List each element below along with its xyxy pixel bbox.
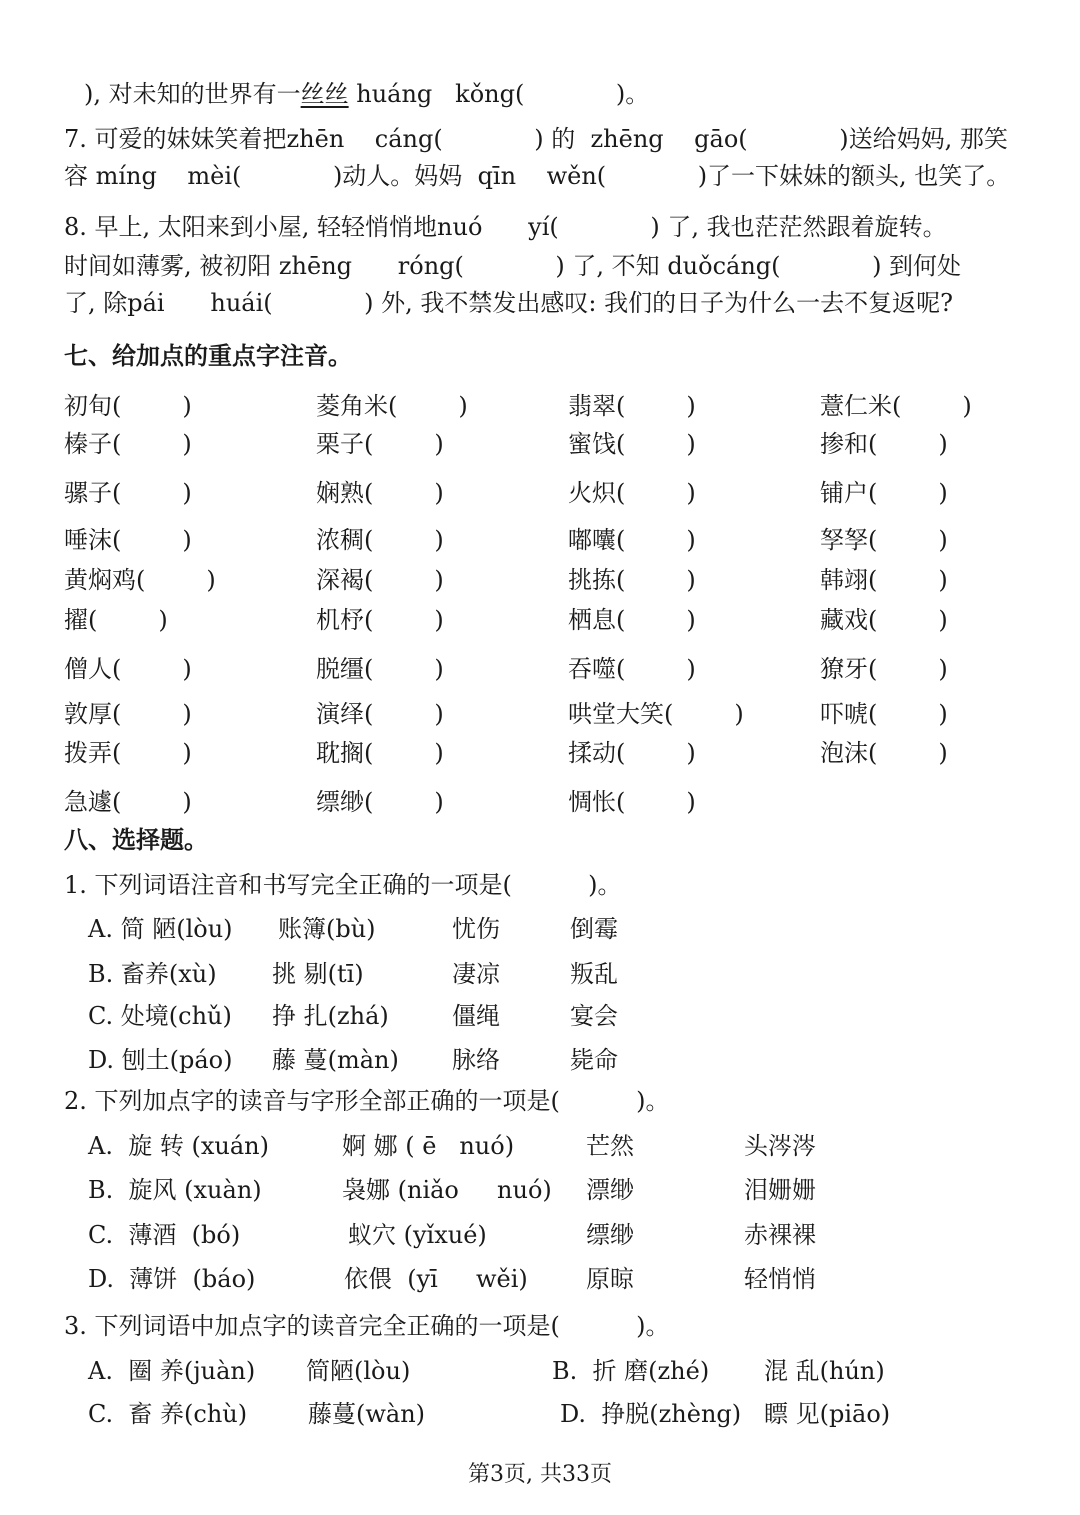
option-c-word: C. 处境(chǔ) [88, 1002, 232, 1030]
question-1-stem: 1. 下列词语注音和书写完全正确的一项是( )。 [64, 871, 622, 899]
pinyin-row [64, 786, 1024, 818]
pinyin-item: 挑拣( ) [568, 566, 696, 594]
text-segment: huáng kǒng( )。 [348, 80, 650, 108]
pinyin-item: 蜜饯( ) [568, 430, 696, 458]
option-a-word: 头涔涔 [744, 1132, 816, 1160]
option-d-word: D. 挣脱(zhèng) [560, 1400, 742, 1428]
option-b-word: 袅娜 (niǎo nuó) [342, 1176, 552, 1204]
pinyin-row [64, 477, 1024, 509]
pinyin-row [64, 653, 1024, 685]
pinyin-item: 菱角米( ) [316, 392, 468, 420]
pinyin-item: 黄焖鸡( ) [64, 566, 216, 594]
text-segment: ), 对未知的世界有一 [84, 80, 301, 108]
question-2-stem: 2. 下列加点字的读音与字形全部正确的一项是( )。 [64, 1087, 670, 1115]
pinyin-item: 演绎( ) [316, 700, 444, 728]
option-a-word: 账簿(bù) [278, 915, 376, 943]
option-a-word: A. 简 陋(lòu) [88, 915, 233, 943]
pinyin-item: 擢( ) [64, 606, 168, 634]
pinyin-row [64, 428, 1024, 460]
pinyin-item: 骡子( ) [64, 479, 192, 507]
option-b-word: B. 畜养(xù) [88, 960, 217, 988]
pinyin-item: 娴熟( ) [316, 479, 444, 507]
question-8-line-3: 了, 除pái huái( ) 外, 我不禁发出感叹: 我们的日子为什么一去不复返呢? [64, 289, 954, 317]
pinyin-item: 初旬( ) [64, 392, 192, 420]
question-8-line-2: 时间如薄雾, 被初阳 zhēng róng( ) 了, 不知 duǒcáng( ) 到何处 [64, 252, 962, 280]
pinyin-item: 栖息( ) [568, 606, 696, 634]
pinyin-item: 藏戏( ) [820, 606, 948, 634]
pinyin-item: 吓唬( ) [820, 700, 948, 728]
pinyin-item: 铺户( ) [820, 479, 948, 507]
pinyin-item: 栗子( ) [316, 430, 444, 458]
option-c-word: 赤裸裸 [744, 1221, 816, 1249]
pinyin-item: 唾沫( ) [64, 526, 192, 554]
pinyin-item: 耽搁( ) [316, 739, 444, 767]
pinyin-item: 哄堂大笑( ) [568, 700, 744, 728]
pinyin-item: 脱缰( ) [316, 655, 444, 683]
option-c-word: C. 薄酒 (bó) [88, 1221, 241, 1249]
option-b-word: 泪姗姗 [744, 1176, 816, 1204]
pinyin-item: 惆怅( ) [568, 788, 696, 816]
pinyin-item: 翡翠( ) [568, 392, 696, 420]
pinyin-row [64, 524, 1024, 556]
pinyin-row [64, 390, 1024, 422]
option-c-word: 挣 扎(zhá) [272, 1002, 389, 1030]
option-d-word: 脉络 [452, 1046, 500, 1074]
option-b-word: 混 乱(hún) [764, 1357, 885, 1385]
pinyin-item: 急遽( ) [64, 788, 192, 816]
option-c-word: 宴会 [570, 1002, 618, 1030]
pinyin-item: 深褐( ) [316, 566, 444, 594]
pinyin-item: 缥缈( ) [316, 788, 444, 816]
option-c-word: C. 畜 养(chù) [88, 1400, 248, 1428]
option-a-word: A. 圈 养(juàn) [88, 1357, 256, 1385]
option-d-word: 轻悄悄 [744, 1265, 816, 1293]
option-d-word: D. 刨土(páo) [88, 1046, 233, 1074]
option-c-word: 蚁穴 (yǐxué) [348, 1221, 487, 1249]
pinyin-row [64, 698, 1024, 730]
option-b-word: 叛乱 [570, 960, 618, 988]
question-7-line-1: 7. 可爱的妹妹笑着把zhēn cáng( ) 的 zhēng gāo( )送给妈妈, 那笑 [64, 125, 1008, 153]
option-a-word: 芒然 [586, 1132, 634, 1160]
option-a-word: 倒霉 [570, 915, 618, 943]
option-a-word: 婀 娜 ( ē nuó) [342, 1132, 515, 1160]
pinyin-item: 韩翊( ) [820, 566, 948, 594]
page-number: 第3页, 共33页 [468, 1462, 612, 1487]
pinyin-item: 敦厚( ) [64, 700, 192, 728]
option-c-word: 僵绳 [452, 1002, 500, 1030]
pinyin-item: 吞噬( ) [568, 655, 696, 683]
option-d-word: 藤 蔓(màn) [272, 1046, 399, 1074]
option-c-word: 藤蔓(wàn) [308, 1400, 426, 1428]
option-b-word: B. 旋风 (xuàn) [88, 1176, 262, 1204]
option-d-word: 瞟 见(piāo) [764, 1400, 891, 1428]
fill-in-line-top [84, 78, 649, 110]
option-d-word: D. 薄饼 (báo) [88, 1265, 256, 1293]
pinyin-item: 浓稠( ) [316, 526, 444, 554]
option-b-word: 漂缈 [586, 1176, 634, 1204]
pinyin-row [64, 604, 1024, 636]
option-b-word: B. 折 磨(zhé) [552, 1357, 710, 1385]
pinyin-row [64, 564, 1024, 596]
underlined-word: 丝丝 [300, 80, 349, 108]
pinyin-item: 机杼( ) [316, 606, 444, 634]
option-b-word: 凄凉 [452, 960, 500, 988]
pinyin-item: 拨弄( ) [64, 739, 192, 767]
pinyin-item: 嘟囔( ) [568, 526, 696, 554]
question-7-line-2: 容 míng mèi( )动人。妈妈 qīn wěn( )了一下妹妹的额头, 也笑了。 [64, 162, 1011, 190]
option-a-word: 简陋(lòu) [306, 1357, 411, 1385]
question-8-line-1: 8. 早上, 太阳来到小屋, 轻轻悄悄地nuó yí( ) 了, 我也茫茫然跟着旋转。 [64, 213, 947, 241]
pinyin-item: 揉动( ) [568, 739, 696, 767]
option-a-word: A. 旋 转 (xuán) [88, 1132, 269, 1160]
section-8-heading: 八、选择题。 [64, 825, 208, 854]
pinyin-item: 掺和( ) [820, 430, 948, 458]
section-7-heading: 七、给加点的重点字注音。 [64, 341, 352, 370]
pinyin-item: 獠牙( ) [820, 655, 948, 683]
option-d-word: 原晾 [586, 1265, 634, 1293]
question-3-stem: 3. 下列词语中加点字的读音完全正确的一项是( )。 [64, 1312, 670, 1340]
option-b-word: 挑 剔(tī) [272, 960, 364, 988]
pinyin-item: 泡沫( ) [820, 739, 948, 767]
option-d-word: 依偎 (yī wěi) [344, 1265, 528, 1293]
pinyin-row [64, 737, 1024, 769]
option-c-word: 缥缈 [586, 1221, 634, 1249]
pinyin-item: 榛子( ) [64, 430, 192, 458]
pinyin-item: 火炽( ) [568, 479, 696, 507]
option-a-word: 忧伤 [452, 915, 500, 943]
pinyin-item: 僧人( ) [64, 655, 192, 683]
pinyin-item: 孥孥( ) [820, 526, 948, 554]
pinyin-item: 薏仁米( ) [820, 392, 972, 420]
option-d-word: 毙命 [570, 1046, 618, 1074]
